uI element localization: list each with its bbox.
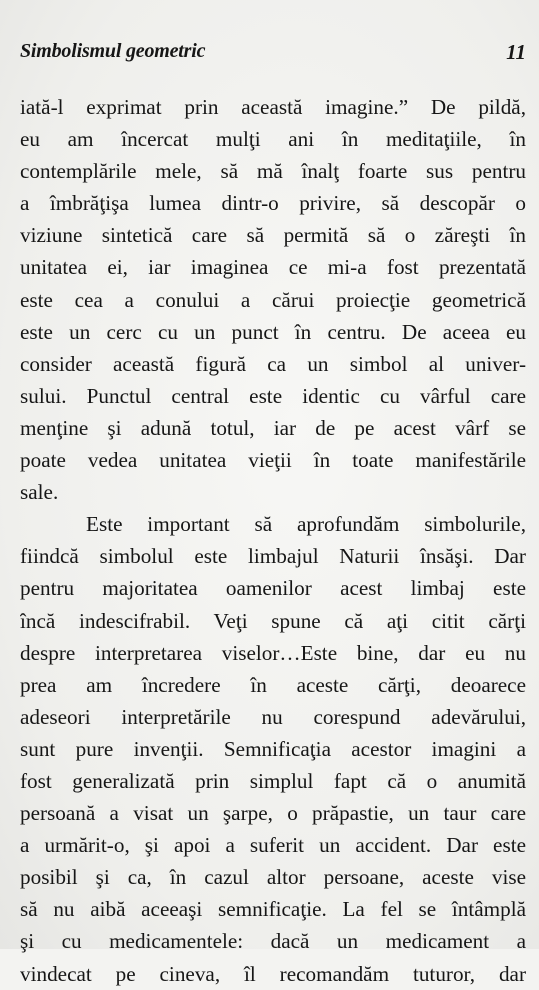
- text-line: încă indescifrabil. Veţi spune că aţi citit cărţi: [20, 608, 526, 633]
- text-line: viziune sintetică care să permită să o zăreşti în: [20, 223, 526, 248]
- text-line: a îmbrăţişa lumea dintr-o privire, să descopăr o: [20, 191, 526, 216]
- text-line: menţine şi adună totul, iar de pe acest vârf se: [20, 415, 526, 440]
- text-line: sunt pure invenţii. Semnificaţia acestor imagini a: [20, 736, 526, 761]
- page-number: 11: [506, 40, 526, 64]
- text-line: fost generalizată prin simplul fapt că o anumită: [20, 768, 526, 793]
- text-line: pentru majoritatea oamenilor acest limbaj este: [20, 576, 526, 601]
- body-text: [20, 91, 526, 990]
- text-line: persoană a visat un şarpe, o prăpastie, un taur care: [20, 801, 526, 826]
- text-line: şi cu medicamentele: dacă un medicament a: [20, 929, 526, 954]
- text-line: posibil şi ca, în cazul altor persoane, aceste vise: [20, 865, 526, 890]
- text-line: consider această figură ca un simbol al univer-: [20, 351, 526, 376]
- text-line: eu am încercat mulţi ani în meditaţiile, în: [20, 127, 526, 152]
- page-header: [20, 40, 526, 70]
- text-line: să nu aibă aceeaşi semnificaţie. La fel se întâmplă: [20, 897, 526, 922]
- paragraph-end-line: sale.: [20, 480, 59, 505]
- text-line: prea am încredere în aceste cărţi, deoarece: [20, 672, 526, 697]
- text-line: este un cerc cu un punct în centru. De aceea eu: [20, 319, 526, 344]
- paragraph-start-line: Este important să aprofundăm simbolurile,: [86, 512, 526, 537]
- text-line: sului. Punctul central este identic cu vârful care: [20, 383, 526, 408]
- text-line: fiindcă simbolul este limbajul Naturii însăşi. Dar: [20, 544, 526, 569]
- text-line: vindecat pe cineva, îl recomandăm tuturor, dar: [20, 961, 526, 986]
- text-line: a urmărit-o, şi apoi a suferit un accident. Dar este: [20, 833, 526, 858]
- running-title: Simbolismul geometric: [20, 40, 206, 62]
- text-line: este cea a conului a cărui proiecţie geometrică: [20, 287, 526, 312]
- text-line: contemplările mele, să mă înalţ foarte sus pentru: [20, 159, 526, 184]
- text-line: unitatea ei, iar imaginea ce mi-a fost prezentată: [20, 255, 526, 280]
- text-line: poate vedea unitatea vieţii în toate manifestările: [20, 448, 526, 473]
- text-line: iată-l exprimat prin această imagine.” De pildă,: [20, 95, 526, 119]
- text-line: adeseori interpretările nu corespund adevărului,: [20, 704, 526, 729]
- text-line: despre interpretarea viselor…Este bine, dar eu nu: [20, 640, 526, 665]
